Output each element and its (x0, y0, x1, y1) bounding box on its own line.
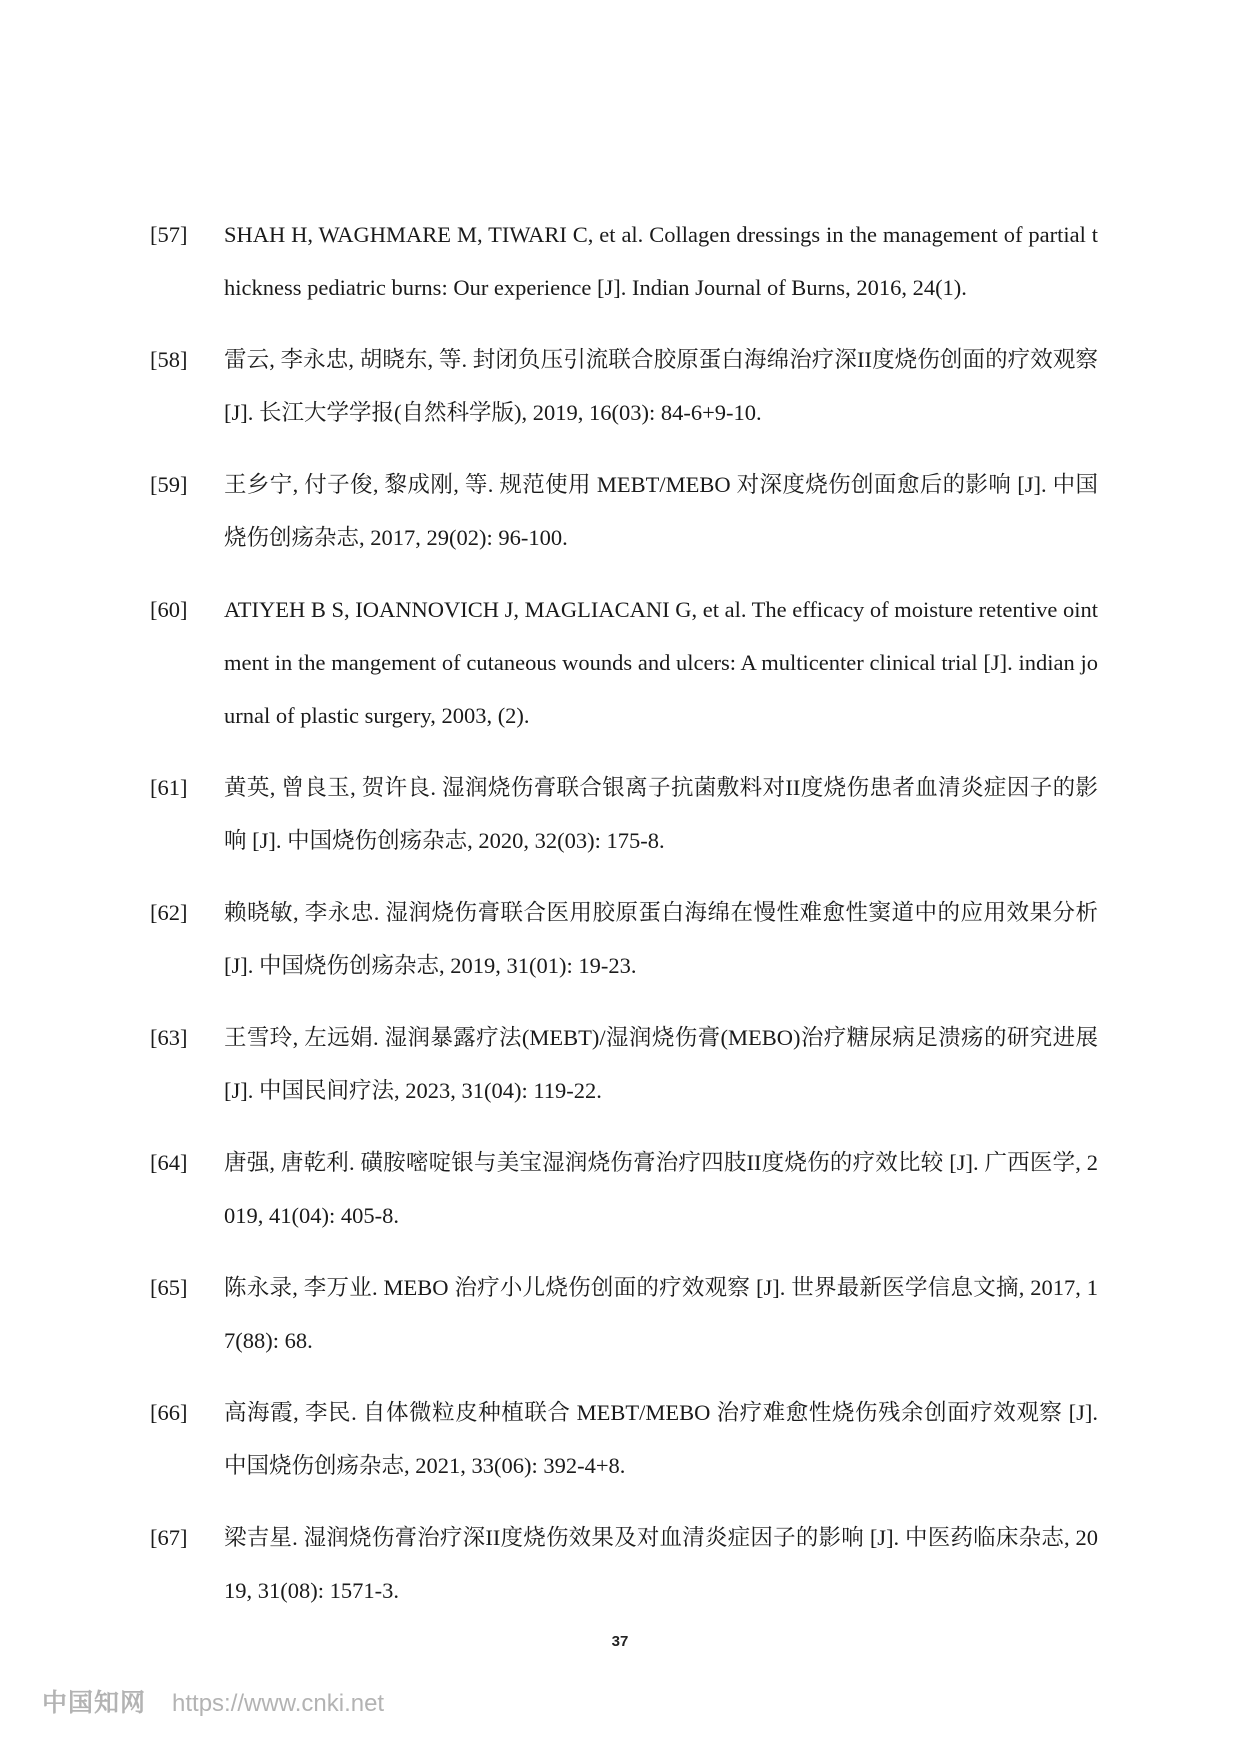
reference-number: [62] (150, 900, 188, 925)
reference-text: 王雪玲, 左远娟. 湿润暴露疗法(MEBT)/湿润烧伤膏(MEBO)治疗糖尿病足溃疡的研究进展 [J]. 中国民间疗法, 2023, 31(04): 119-22. (224, 1025, 1098, 1103)
reference-item (150, 1261, 1098, 1367)
reference-text: 高海霞, 李民. 自体微粒皮种植联合 MEBT/MEBO 治疗难愈性烧伤残余创面疗效观察 [J]. 中国烧伤创疡杂志, 2021, 33(06): 392-4+8. (224, 1400, 1098, 1478)
reference-item (150, 886, 1098, 992)
reference-item (150, 761, 1098, 867)
reference-text: ATIYEH B S, IOANNOVICH J, MAGLIACANI G, et al. The efficacy of moisture retentive ointment in the mangement of cutaneous wounds and ulcers: A multicenter clinical trial [J]. indian journal of plastic surgery, 2003, (2). (224, 597, 1098, 728)
reference-text: 唐强, 唐乾利. 磺胺嘧啶银与美宝湿润烧伤膏治疗四肢II度烧伤的疗效比较 [J]. 广西医学, 2019, 41(04): 405-8. (224, 1150, 1098, 1228)
reference-text: 赖晓敏, 李永忠. 湿润烧伤膏联合医用胶原蛋白海绵在慢性难愈性窦道中的应用效果分析 [J]. 中国烧伤创疡杂志, 2019, 31(01): 19-23. (224, 900, 1098, 978)
reference-number: [66] (150, 1400, 188, 1425)
reference-number: [63] (150, 1025, 188, 1050)
reference-number: [65] (150, 1275, 188, 1300)
reference-text: SHAH H, WAGHMARE M, TIWARI C, et al. Collagen dressings in the management of partial thickness pediatric burns: Our experience [J]. Indian Journal of Burns, 2016, 24(1). (224, 222, 1098, 300)
reference-number: [59] (150, 472, 188, 497)
reference-number: [60] (150, 597, 188, 622)
reference-text: 梁吉星. 湿润烧伤膏治疗深II度烧伤效果及对血清炎症因子的影响 [J]. 中医药临床杂志, 2019, 31(08): 1571-3. (224, 1525, 1098, 1603)
page-number: 37 (611, 1633, 629, 1650)
reference-item (150, 1011, 1098, 1117)
reference-number: [64] (150, 1150, 188, 1175)
cnki-watermark (42, 1683, 384, 1719)
reference-item (150, 1136, 1098, 1242)
reference-text: 雷云, 李永忠, 胡晓东, 等. 封闭负压引流联合胶原蛋白海绵治疗深II度烧伤创面的疗效观察 [J]. 长江大学学报(自然科学版), 2019, 16(03): 84-6+9-10. (224, 347, 1098, 425)
reference-item (150, 208, 1098, 314)
reference-item (150, 333, 1098, 439)
watermark-brand: 中国知网 (42, 1688, 147, 1717)
reference-text: 王乡宁, 付子俊, 黎成刚, 等. 规范使用 MEBT/MEBO 对深度烧伤创面愈后的影响 [J]. 中国烧伤创疡杂志, 2017, 29(02): 96-100. (224, 472, 1098, 550)
reference-list (150, 208, 1098, 1636)
reference-text: 陈永录, 李万业. MEBO 治疗小儿烧伤创面的疗效观察 [J]. 世界最新医学信息文摘, 2017, 17(88): 68. (224, 1275, 1098, 1353)
reference-number: [61] (150, 775, 188, 800)
reference-item (150, 458, 1098, 564)
reference-number: [67] (150, 1525, 188, 1550)
watermark-url: https://www.cnki.net (172, 1690, 385, 1717)
reference-number: [58] (150, 347, 188, 372)
reference-item (150, 1386, 1098, 1492)
reference-item (150, 1511, 1098, 1617)
reference-number: [57] (150, 222, 188, 247)
reference-text: 黄英, 曾良玉, 贺许良. 湿润烧伤膏联合银离子抗菌敷料对II度烧伤患者血清炎症因子的影响 [J]. 中国烧伤创疡杂志, 2020, 32(03): 175-8. (224, 775, 1098, 853)
reference-item (150, 583, 1098, 742)
